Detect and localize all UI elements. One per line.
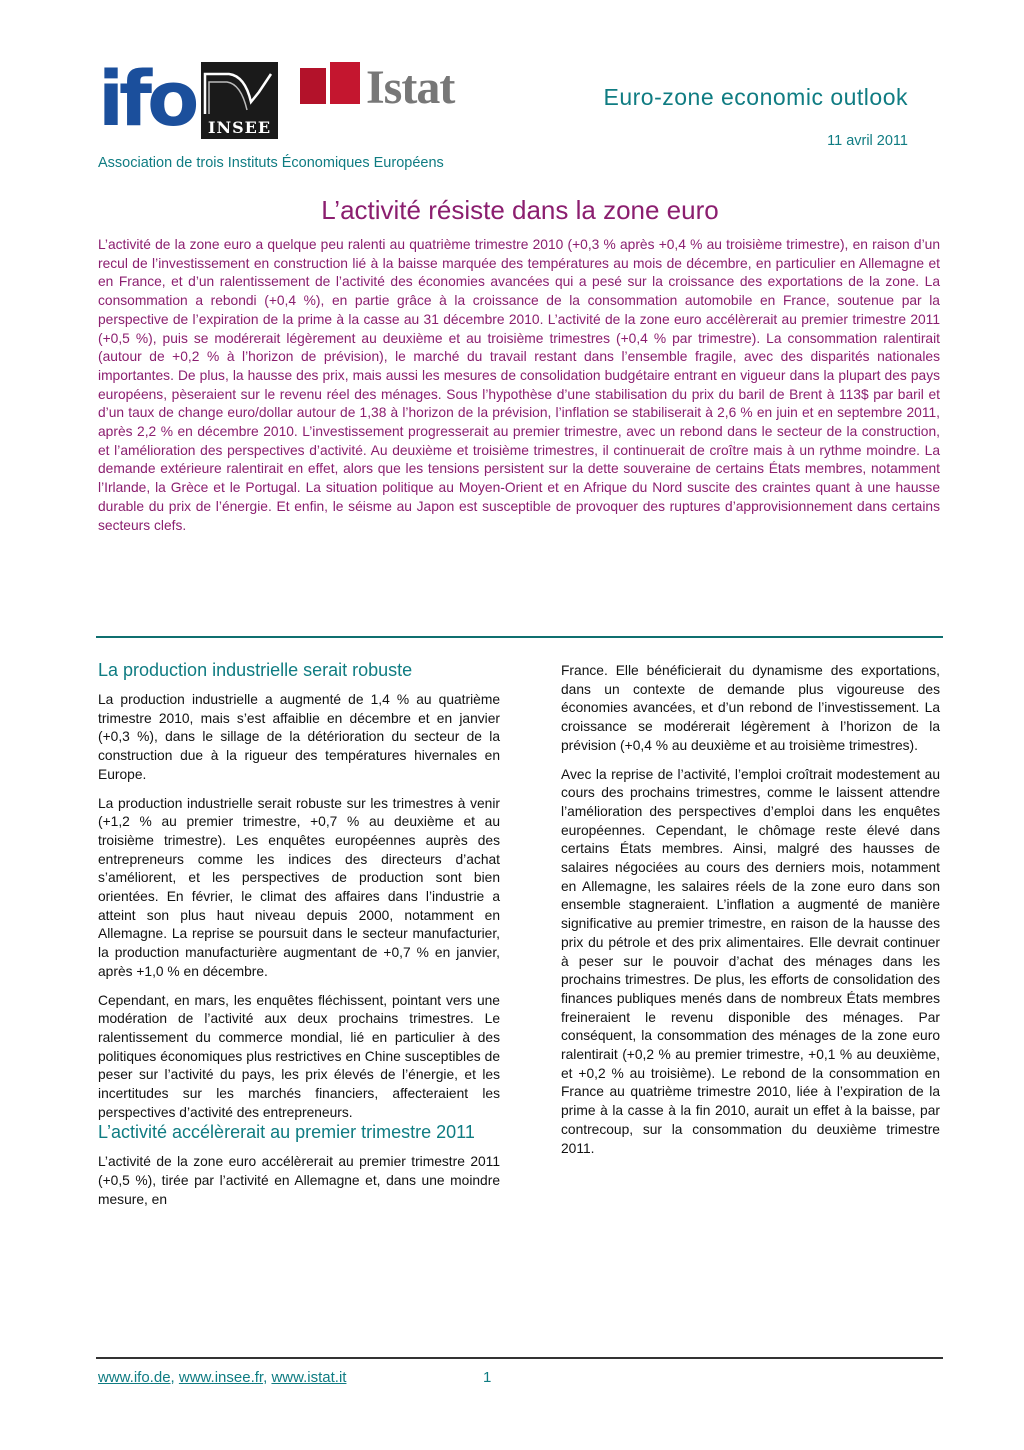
insee-logo-text: INSEE (207, 118, 272, 137)
paragraph: La production industrielle serait robuste sur les trimestres à venir (+1,2 % au premier trimestre, +0,7 % au deuxième et au troisième trimestre). Les enquêtes européennes auprès des entrepreneurs comme les indices des directeurs d’achat s’améliorent, et les perspectives de production sont bien orientées. En février, le climat des affaires dans l’industrie a atteint son plus haut niveau depuis 2000, notamment en Allemagne. La reprise se poursuit dans le secteur manufacturier, la production manufacturière augmentant de +0,7 % en janvier, après +1,0 % en décembre. (98, 795, 500, 979)
istat-logo-mark (300, 62, 362, 104)
footer-divider (96, 1357, 943, 1359)
summary-paragraph: L’activité de la zone euro a quelque peu ralenti au quatrième trimestre 2010 (+0,3 % après +0,4 % au troisième trimestre), en raison d’un recul de l’investissement en construction lié à la baisse marquée des températures au mois de décembre, en particulier en Allemagne et en France, et d’un ralentissement de l’activité des économies avancées qui a pesé sur la croissance des exportations de la zone. La consommation a rebondi (+0,4 %), en partie grâce à la croissance de la consommation automobile en France, soutenue par la perspective de l’expiration de la prime à la casse au 31 décembre 2010. L’activité de la zone euro accélèrerait au premier trimestre 2011 (+0,5 %), puis se modérerait légèrement au deuxième et au troisième trimestres (+0,4 % par trimestre). La consommation ralentirait (autour de +0,2 % à l’horizon de prévision), le marché du travail restant dans l’ensemble fragile, avec des disparités nationales importantes. De plus, la hausse des prix, mais aussi les mesures de consolidation budgétaire entrant en vigueur dans la plupart des pays européens, pèseraient sur le revenu réel des ménages. Sous l’hypothèse d’une stabilisation du prix du baril de Brent à 113$ par baril et d’un taux de change euro/dollar autour de 1,38 à l’horizon de la prévision, l’inflation se stabiliserait à 2,6 % en juin et en septembre 2011, après 2,2 % en décembre 2010. L’investissement progresserait au premier trimestre, avec un rebond dans le secteur de la construction, et l’amélioration des perspectives d’activité. Au deuxième et troisième trimestres, il continuerait de croître mais à un rythme moindre. La demande extérieure ralentirait en effet, alors que les tensions persistent sur la dette souveraine de certains États membres, notamment l’Irlande, la Grèce et le Portugal. La situation politique au Moyen-Orient et en Afrique du Nord suscite des craintes quant à une hausse durable du prix de l’énergie. Et enfin, le séisme au Japon est susceptible de provoquer des ruptures d’approvisionnement dans certains secteurs clefs. (98, 237, 940, 533)
insee-logo (201, 62, 278, 139)
left-column (98, 660, 500, 1220)
paragraph: Cependant, en mars, les enquêtes fléchissent, pointant vers une modération de l’activité aux deux prochains trimestres. Le ralentissement du commerce mondial, lié en particulier à des politiques économiques plus restrictives en Chine susceptibles de peser sur l’activité du pays, les prix élevés de l’énergie, et les incertitudes sur les marchés financiers, affecteraient les perspectives d’activité des entrepreneurs. (98, 992, 500, 1120)
footer-separator: , (170, 1369, 179, 1386)
section-heading-activity-acceleration: L’activité accélèrerait au premier trimestre 2011 (98, 1122, 475, 1143)
paragraph: L’activité de la zone euro accélèrerait au premier trimestre 2011 (+0,5 %), tirée par l’activité en Allemagne et, dans une moindre mesure, en (98, 1154, 500, 1207)
page-number: 1 (483, 1369, 492, 1386)
link-istat[interactable]: www.istat.it (271, 1369, 347, 1386)
ifo-logo: ifo (98, 54, 195, 143)
link-insee[interactable]: www.insee.fr (178, 1369, 264, 1386)
paragraph: Avec la reprise de l’activité, l’emploi croîtrait modestement au cours des prochains trimestres, comme le laissent attendre l’amélioration des perspectives d’emploi dans les enquêtes européennes. Cependant, le chômage reste élevé dans certains États membres. Ainsi, malgré des hausses de salaires négociées au cours des derniers mois, notamment en Allemagne, les salaires réels de la zone euro dans son ensemble stagneraient. L’inflation a augmenté de manière significative au premier trimestre, en raison de la hausse des prix du pétrole et des prix alimentaires. Elle devrait continuer à peser sur le pouvoir d’achat des ménages dans les prochains trimestres. De plus, les efforts de consolidation des finances publiques menés dans de nombreux États membres freineraient le revenu disponible des ménages. Par conséquent, la consommation des ménages de la zone euro ralentirait (+0,2 % au premier trimestre, +0,1 % au deuxième, et +0,2 % au troisième). Le rebond de la consommation en France au quatrième trimestre 2010, liée à l’expiration de la prime à la casse à la fin 2010, aurait un effet à la baisse, par contrecoup, sur la consommation du deuxième trimestre 2011. (561, 766, 940, 1156)
section-divider (96, 636, 943, 638)
right-column (561, 662, 940, 1168)
main-headline: L’activité résiste dans la zone euro (321, 195, 719, 225)
paragraph: France. Elle bénéficierait du dynamisme des exportations, dans un contexte de demande plus vigoureuse des économies avancées, et d’un rebond de l’investissement. La croissance se modérerait légèrement à l’horizon de la prévision (+0,4 % au deuxième et au troisième trimestres). (561, 663, 940, 753)
paragraph: La production industrielle a augmenté de 1,4 % au quatrième trimestre 2010, mais s’est affaiblie en décembre et en janvier (+0,3 %), dans le sillage de la détérioration du secteur de la construction due à la rigueur des températures hivernales en Europe. (98, 692, 500, 782)
footer-separator: , (263, 1369, 272, 1386)
footer-links (98, 1369, 346, 1386)
section-heading-industrial-production: La production industrielle serait robuste (98, 660, 413, 680)
istat-logo-text: Istat (366, 61, 455, 114)
association-name: Association de trois Instituts Économiques Européens (98, 155, 444, 171)
report-date: 11 avril 2011 (827, 133, 908, 149)
link-ifo[interactable]: www.ifo.de (98, 1369, 171, 1386)
report-title: Euro-zone economic outlook (603, 84, 908, 110)
